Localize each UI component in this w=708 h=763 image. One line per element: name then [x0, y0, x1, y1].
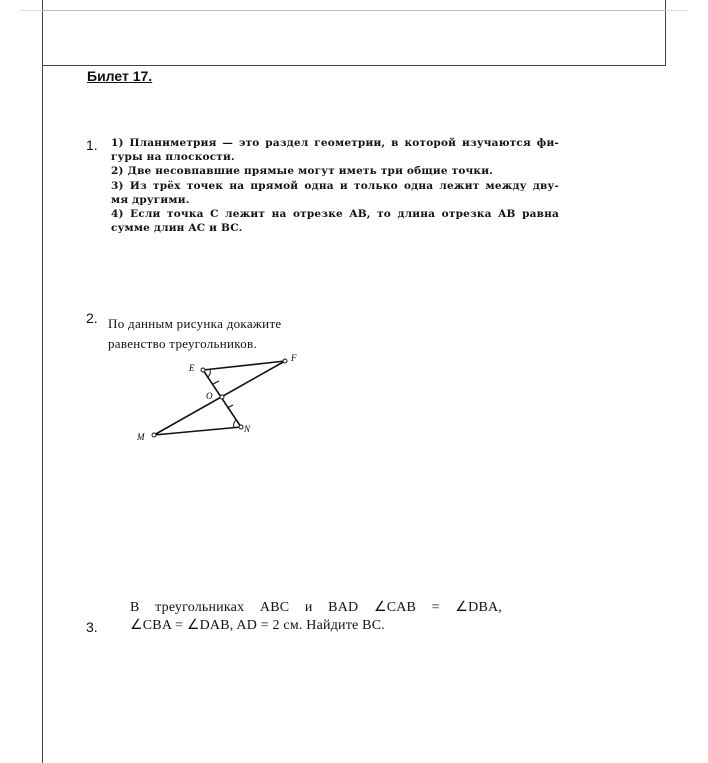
q3-line-1: В треугольниках ABC и BAD ∠CAB = ∠DBA, — [130, 600, 502, 615]
label-M: M — [137, 432, 145, 442]
ticket-title: Билет 17. — [87, 68, 153, 84]
q1-line-7: сумме длин AC и BC. — [111, 222, 243, 235]
header-top-line-ext-right — [666, 10, 688, 11]
point-M — [152, 433, 156, 437]
question-2-text — [108, 314, 282, 354]
header-top-line-ext-left — [20, 10, 42, 11]
tick-EO — [213, 381, 219, 384]
label-E: E — [189, 363, 195, 373]
q1-line-2: гуры на плоскости. — [111, 151, 235, 164]
question-2-number: 2. — [86, 310, 98, 326]
page-left-edge — [42, 0, 43, 763]
question-1-number: 1. — [86, 137, 98, 153]
header-bottom-line — [42, 65, 666, 66]
q2-line-2: равенство треугольников. — [108, 336, 258, 351]
q1-line-6: 4) Если точка C лежит на отрезке AB, то длина отрезка AB равна — [111, 208, 559, 221]
question-3-number: 3. — [86, 619, 98, 635]
label-N: N — [244, 424, 251, 434]
q3-line-2: ∠CBA = ∠DAB, AD = 2 см. Найдите BC. — [130, 618, 385, 633]
point-E — [201, 368, 205, 372]
point-O — [220, 395, 224, 399]
question-1-text — [111, 136, 559, 235]
question-3-text — [130, 599, 502, 635]
q2-line-1: По данным рисунка докажите — [108, 316, 282, 331]
q1-line-4: 3) Из трёх точек на прямой одна и только одна лежит между дву- — [111, 179, 559, 192]
point-F — [283, 359, 287, 363]
q1-line-3: 2) Две несовпавшие прямые могут иметь три общие точки. — [111, 165, 494, 178]
label-F: F — [291, 353, 297, 363]
header-top-line — [42, 10, 666, 11]
label-O: O — [206, 391, 213, 401]
segment-FM — [154, 361, 285, 435]
q1-line-5: мя другими. — [111, 193, 190, 206]
q1-line-1: 1) Планиметрия — это раздел геометрии, в которой изучаются фи- — [111, 137, 559, 149]
point-N — [239, 425, 243, 429]
triangles-figure — [130, 352, 310, 448]
